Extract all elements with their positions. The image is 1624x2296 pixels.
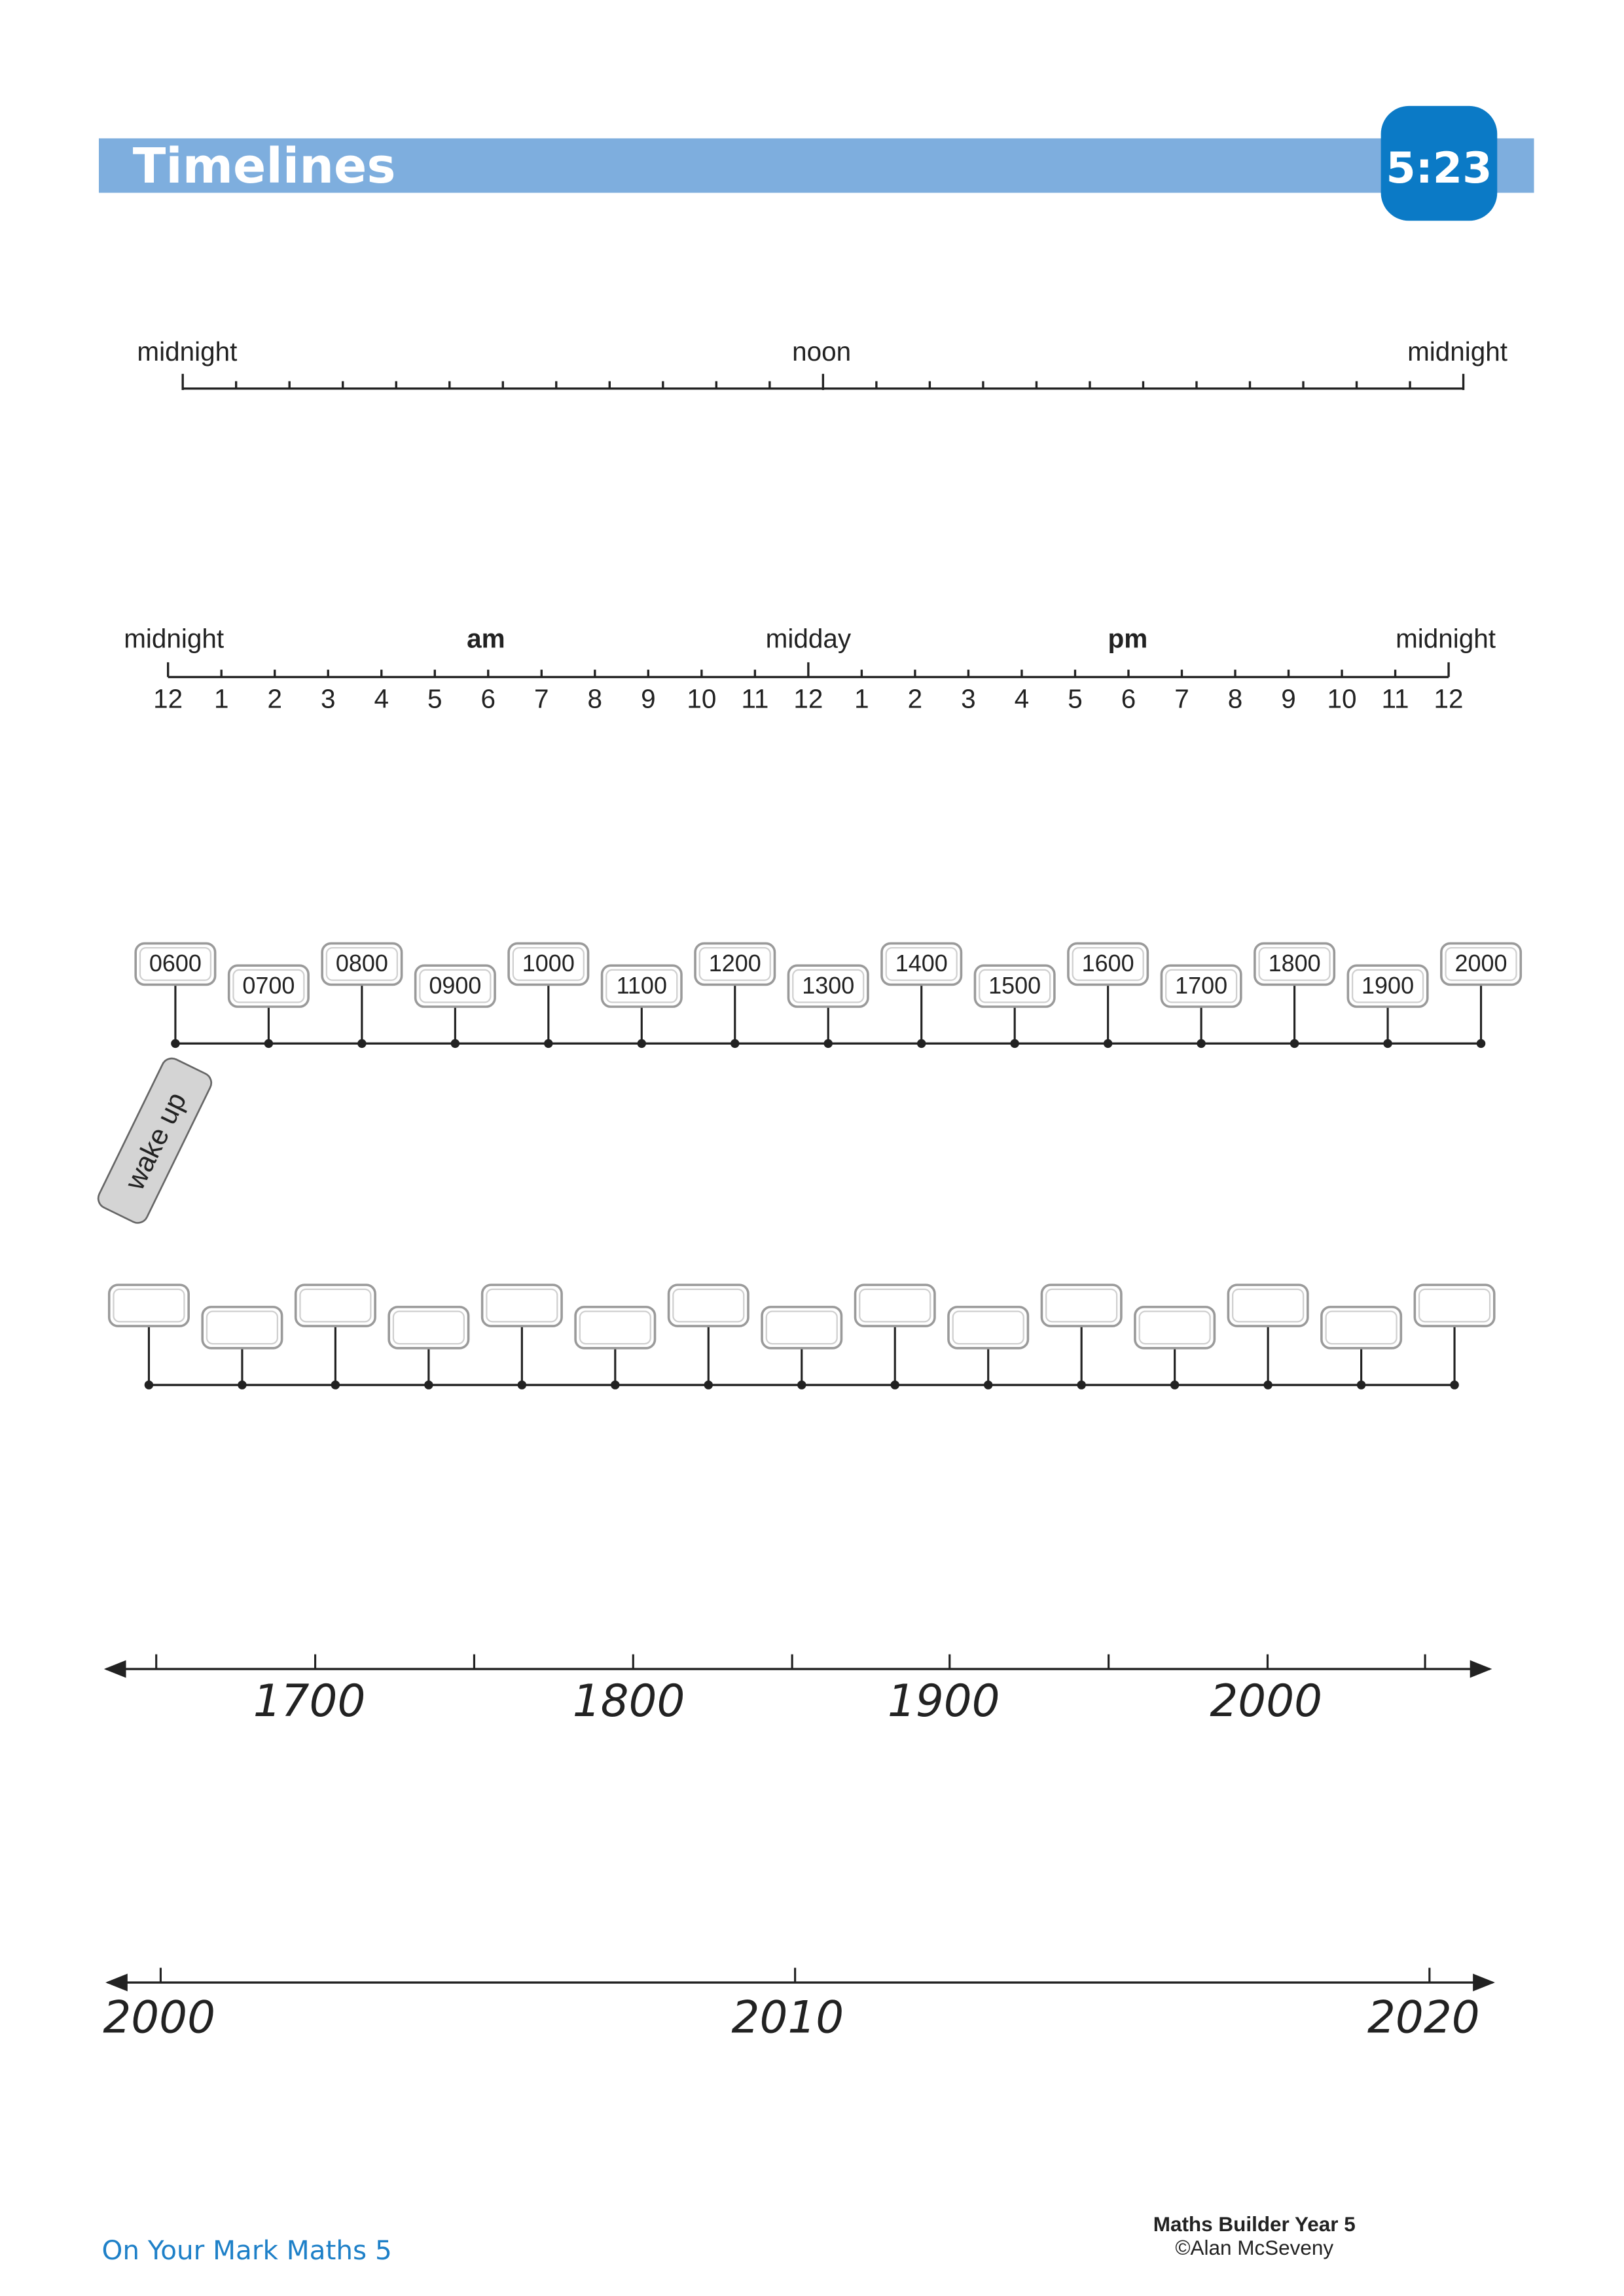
tl4-item (1415, 1285, 1494, 1390)
tl4-dot (611, 1380, 619, 1389)
century-timeline (106, 1655, 1490, 1727)
decade-timeline (103, 1968, 1492, 2043)
tl2-hour-label: 12 (1434, 683, 1464, 714)
tl3-dot (544, 1039, 552, 1048)
tl3-time-label: 0800 (335, 950, 388, 977)
tl4-box[interactable] (762, 1307, 841, 1348)
tl2-hour-label: 4 (1014, 683, 1030, 714)
tl4-item (482, 1285, 562, 1390)
page-number: 5:23 (1386, 143, 1492, 193)
tl3-item (882, 943, 961, 1048)
tl3-dot (1477, 1039, 1485, 1048)
tl3-dot (264, 1039, 273, 1048)
tl3-time-label: 1300 (802, 971, 855, 999)
twelve-hour-timeline (124, 623, 1496, 713)
tl4-box[interactable] (389, 1307, 468, 1348)
tl2-hour-label: 5 (1068, 683, 1083, 714)
tl2-hour-label: 10 (687, 683, 717, 714)
tl5-century-label: 1800 (572, 1675, 685, 1727)
tl1-center-label: noon (792, 336, 852, 367)
tl3-dot (357, 1039, 366, 1048)
tl4-item (948, 1307, 1028, 1390)
tl4-dot (890, 1380, 899, 1389)
tl2-hour-label: 5 (427, 683, 442, 714)
tl3-dot (917, 1039, 926, 1048)
tl4-dot (1263, 1380, 1272, 1389)
tl4-dot (1170, 1380, 1179, 1389)
day-timeline-blank (137, 336, 1507, 390)
tl4-dot (331, 1380, 340, 1389)
tl6-decade-label: 2000 (103, 1991, 216, 2043)
tl4-dot (238, 1380, 246, 1389)
tl5-century-label: 2000 (1210, 1675, 1323, 1727)
tl2-hour-label: 12 (793, 683, 823, 714)
tl3-dot (451, 1039, 460, 1048)
tl3-time-label: 1400 (895, 950, 948, 977)
tl2-hour-label: 3 (961, 683, 976, 714)
tl3-item (1255, 943, 1334, 1048)
tl2-right-label: midnight (1396, 623, 1496, 654)
tl5-century-label: 1900 (887, 1675, 1000, 1727)
tl4-item (762, 1307, 841, 1390)
tl1-right-label: midnight (1407, 336, 1508, 367)
tl4-dot (704, 1380, 713, 1389)
tl3-dot (823, 1039, 832, 1048)
tl3-time-label: 1700 (1175, 971, 1228, 999)
tl4-item (1228, 1285, 1307, 1390)
tl3-time-label: 1200 (708, 950, 761, 977)
tl3-time-label: 1000 (522, 950, 575, 977)
tl4-box[interactable] (575, 1307, 655, 1348)
tl4-dot (145, 1380, 153, 1389)
activity-label-tag (95, 1055, 215, 1227)
tl3-dot (1290, 1039, 1299, 1048)
tl2-hour-label: 7 (1174, 683, 1189, 714)
tl3-item (789, 965, 868, 1048)
tl2-left-label: midnight (124, 623, 225, 654)
tl4-box[interactable] (296, 1285, 375, 1326)
tl5-century-label: 1700 (253, 1675, 366, 1727)
tl3-item (1161, 965, 1240, 1048)
tl3-item (1348, 965, 1427, 1048)
tl3-dot (1104, 1039, 1112, 1048)
tl4-box[interactable] (1415, 1285, 1494, 1326)
tl2-pm-label: pm (1108, 623, 1148, 654)
tl2-hour-label: 2 (907, 683, 923, 714)
tl4-item (1041, 1285, 1121, 1390)
tl3-time-label: 1600 (1081, 950, 1134, 977)
tl6-decade-label: 2020 (1367, 1991, 1480, 2043)
tl2-hour-label: 7 (534, 683, 549, 714)
tl2-hour-label: 8 (587, 683, 603, 714)
tl2-hour-label: 10 (1327, 683, 1357, 714)
tl4-box[interactable] (1322, 1307, 1401, 1348)
tl2-hour-label: 4 (374, 683, 389, 714)
tl4-item (856, 1285, 935, 1390)
title-banner (99, 106, 1534, 221)
tl2-hour-label: 1 (213, 683, 229, 714)
tl2-hour-label: 6 (480, 683, 496, 714)
tl3-time-label: 1800 (1268, 950, 1321, 977)
tl2-hour-label: 1 (854, 683, 869, 714)
tl2-hour-label: 12 (153, 683, 183, 714)
tl4-box[interactable] (482, 1285, 562, 1326)
tl4-dot (1357, 1380, 1365, 1389)
blank-box-timeline (109, 1285, 1494, 1390)
page-title: Timelines (132, 137, 396, 194)
tl3-time-label: 1100 (616, 971, 667, 999)
tl3-dot (1383, 1039, 1392, 1048)
tl4-dot (1077, 1380, 1085, 1389)
tl1-left-label: midnight (137, 336, 238, 367)
tl4-dot (424, 1380, 433, 1389)
tl2-hour-label: 3 (320, 683, 336, 714)
tl3-time-label: 0600 (149, 950, 202, 977)
tl2-hour-label: 11 (741, 683, 769, 714)
tl3-time-label: 0900 (429, 971, 482, 999)
tl2-hour-label: 8 (1227, 683, 1243, 714)
tl4-item (296, 1285, 375, 1390)
book-title: Maths Builder Year 5 (1153, 2213, 1356, 2236)
tl4-box[interactable] (1135, 1307, 1214, 1348)
tl3-item (695, 943, 774, 1048)
tl4-box[interactable] (1041, 1285, 1121, 1326)
tl3-item (135, 943, 215, 1048)
tl4-dot (797, 1380, 806, 1389)
tl4-item (109, 1285, 189, 1390)
series-name: On Your Mark Maths 5 (101, 2234, 392, 2266)
tl4-box[interactable] (856, 1285, 935, 1326)
tl2-hour-label: 9 (1281, 683, 1296, 714)
tl4-item (1322, 1307, 1401, 1390)
tl2-hour-label: 2 (267, 683, 282, 714)
tl4-dot (984, 1380, 992, 1389)
tl3-item (602, 965, 681, 1048)
tl3-time-label: 1900 (1362, 971, 1415, 999)
tl3-item (322, 943, 401, 1048)
tl4-box[interactable] (948, 1307, 1028, 1348)
tl4-item (1135, 1307, 1214, 1390)
tl2-center-label: midday (765, 623, 852, 654)
tl4-item (575, 1307, 655, 1390)
tl3-time-label: 0700 (242, 971, 295, 999)
tl3-dot (731, 1039, 739, 1048)
tl4-item (202, 1307, 281, 1390)
tl2-hour-label: 9 (641, 683, 656, 714)
tl4-box[interactable] (202, 1307, 281, 1348)
tl3-dot (638, 1039, 646, 1048)
tl4-box[interactable] (669, 1285, 748, 1326)
tl2-hour-label: 6 (1121, 683, 1136, 714)
tl3-item (416, 965, 495, 1048)
tl4-item (389, 1307, 468, 1390)
tl3-dot (1197, 1039, 1205, 1048)
tl4-item (669, 1285, 748, 1390)
footer (101, 2213, 1355, 2266)
tl3-item (1441, 943, 1521, 1048)
activity-label-text: wake up (118, 1087, 193, 1195)
tl4-box[interactable] (109, 1285, 189, 1326)
tl2-am-label: am (467, 623, 505, 654)
tl4-dot (1450, 1380, 1458, 1389)
tl2-hour-label: 11 (1381, 683, 1409, 714)
tl3-item (509, 943, 588, 1048)
tl3-item (1068, 943, 1147, 1048)
tl3-time-label: 2000 (1454, 950, 1507, 977)
tl3-dot (1010, 1039, 1019, 1048)
tl3-item (975, 965, 1054, 1048)
tl3-item (229, 965, 308, 1048)
copyright: ©Alan McSeveny (1175, 2236, 1334, 2260)
tl6-decade-label: 2010 (731, 1991, 844, 2043)
tl4-box[interactable] (1228, 1285, 1307, 1326)
twenty-four-hour-timeline (95, 943, 1521, 1226)
tl4-dot (518, 1380, 526, 1389)
tl3-dot (171, 1039, 179, 1048)
tl3-time-label: 1500 (988, 971, 1041, 999)
